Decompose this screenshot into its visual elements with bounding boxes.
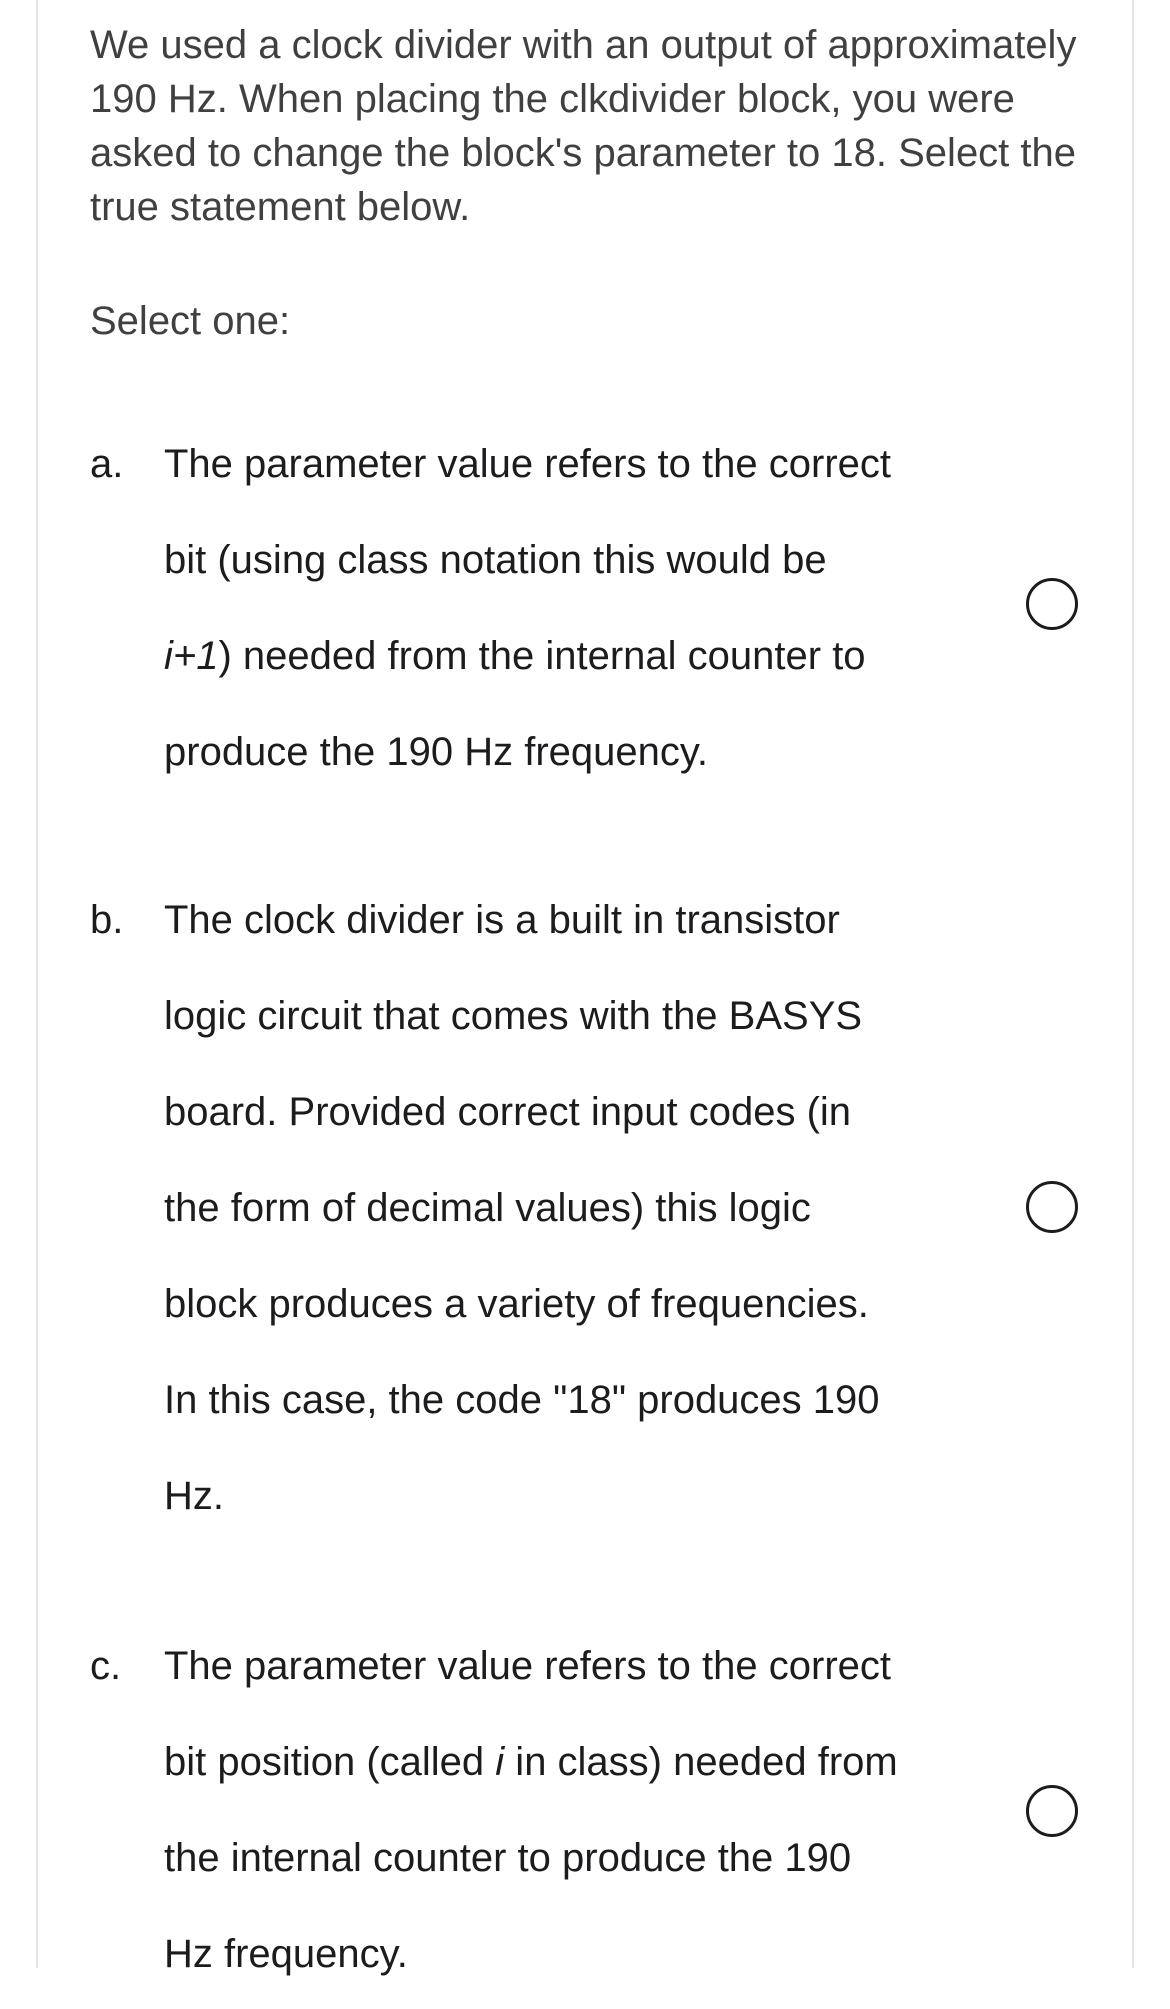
option-c-line: the internal counter to produce the 190 (164, 1836, 852, 1880)
option-b-text (164, 872, 1024, 1544)
option-c-radio[interactable] (1026, 1785, 1078, 1837)
question-card (36, 0, 1134, 1976)
option-c-text (164, 1618, 1024, 2002)
option-c-letter: c. (90, 1644, 122, 1688)
option-a-text (164, 416, 1024, 800)
option-a[interactable] (38, 437, 1136, 817)
math-variable: i+1 (164, 634, 219, 678)
option-b[interactable] (38, 893, 1136, 1533)
option-a-line: bit (using class notation this would be (164, 538, 827, 582)
option-b-line: board. Provided correct input codes (in (164, 1090, 852, 1134)
math-variable: i (495, 1740, 505, 1784)
option-a-radio[interactable] (1026, 578, 1078, 630)
option-a-letter: a. (90, 442, 124, 486)
option-b-line: block produces a variety of frequencies. (164, 1282, 869, 1326)
select-one-prompt: Select one: (90, 299, 291, 343)
option-a-line: i+1) needed from the internal counter to (164, 634, 866, 678)
option-b-line: logic circuit that comes with the BASYS (164, 994, 863, 1038)
option-b-line: the form of decimal values) this logic (164, 1186, 811, 1230)
option-b-radio[interactable] (1026, 1181, 1078, 1233)
option-b-line: Hz. (164, 1474, 224, 1518)
option-b-line: The clock divider is a built in transistor (164, 898, 840, 942)
option-c[interactable] (38, 1639, 1136, 1999)
option-c-line: The parameter value refers to the correct (164, 1644, 891, 1688)
question-text: We used a clock divider with an output of approximately 190 Hz. When placing the clkdivider block, you were asked to change the block's parameter to 18. Select the true statement below. (90, 23, 1077, 229)
option-b-line: In this case, the code "18" produces 190 (164, 1378, 880, 1422)
option-a-line: The parameter value refers to the correct (164, 442, 891, 486)
option-a-line: produce the 190 Hz frequency. (164, 730, 709, 774)
option-c-line: bit position (called i in class) needed from (164, 1740, 898, 1784)
option-c-line: Hz frequency. (164, 1932, 408, 1976)
option-b-letter: b. (90, 898, 124, 942)
